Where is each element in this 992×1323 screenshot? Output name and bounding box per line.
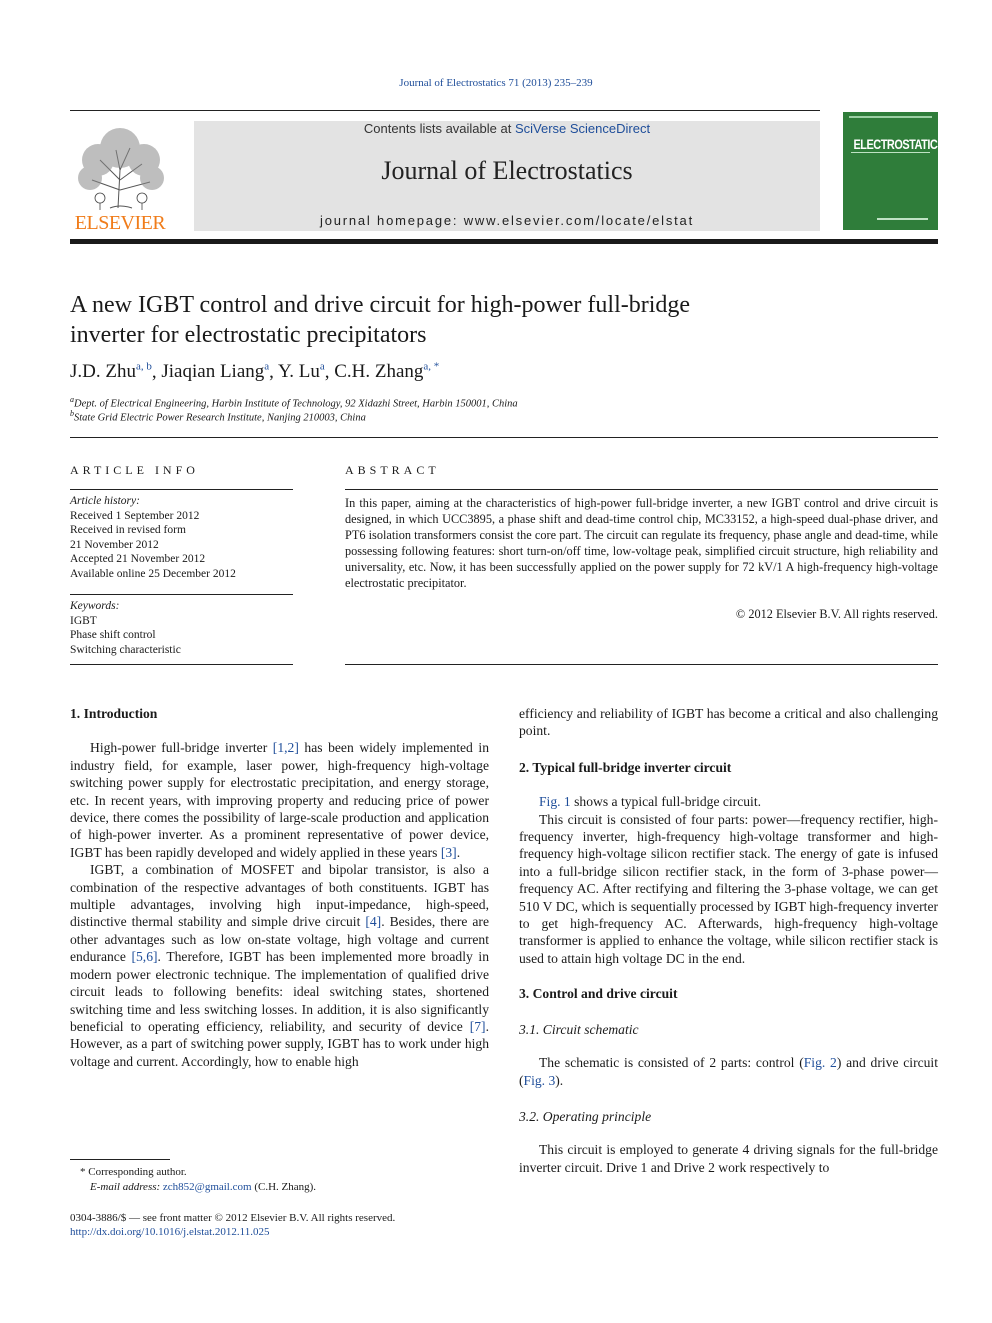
reference-link[interactable]: [7] [469,1018,486,1034]
keyword: IGBT [70,614,97,627]
contents-line: Contents lists available at SciVerse ScienceDirect [363,121,651,136]
keyword: Switching characteristic [70,643,181,656]
sciencedirect-link[interactable]: SciVerse ScienceDirect [514,121,651,136]
author[interactable]: Y. Lu$^a$ [277,361,325,383]
paragraph: This circuit is employed to generate 4 driving signals for the full-bridge inverter circuit. Drive 1 and Drive 2 work respectively to [519,1142,938,1175]
affiliation: $^a$Dept. of Electrical Engineering, Harbin Institute of Technology, 92 Xidazhi Street, Harbin 150001, China [70,395,518,410]
article-info-heading: ARTICLE INFO [70,463,199,477]
journal-cover-image[interactable] [843,112,945,230]
footnote-corresponding: * Corresponding author. E-mail address: zch852@gmail.com (C.H. Zhang). [80,1166,317,1193]
reference-link[interactable]: [5,6] [131,949,158,965]
keyword: Phase shift control [70,629,156,641]
affiliation: $^b$State Grid Electric Power Research Institute, Nanjing 210003, China [70,409,366,424]
abstract-heading: ABSTRACT [345,463,440,477]
paragraph: IGBT, a combination of MOSFET and bipolar transistor, is also a combination of the respective advantages of both constituents. IGBT has multiple advantages, involving high input-impedance, high-speed, distinctive thermal stability and simple drive circuit [4]. Besides, there are other advantages such as low on-state voltage, high voltage and current endurance [5,6]. Therefore, IGBT has been implemented more broadly in modern power electronic technique. The implementation of qualified drive circuit leads to following benefits: ideal switching states, shortened switching time and less switching losses. In addition, it is also significantly beneficial to operating efficiency, reliability, and security of device [7]. However, as a part of switching power supply, IGBT has to work under high voltage and current. Accordingly, how to enable high [70,862,489,1069]
keywords: Keywords: IGBT Phase shift control Switching characteristic [70,599,293,657]
divider [345,664,938,665]
cover-title: ELECTROSTATICS [853,136,945,152]
reference-link[interactable]: [3] [440,844,457,860]
author-list: J.D. Zhu$^{a, b}$, Jiaqian Liang$^a$, Y. Lu$^a$, C.H. Zhang$^{a, *}$ [70,361,440,383]
section-heading: 2. Typical full-bridge inverter circuit [519,759,732,775]
divider [70,437,938,438]
header-thick-rule [70,239,938,244]
elsevier-wordmark: ELSEVIER [74,212,166,234]
section-heading: 1. Introduction [70,706,158,721]
header-rule [70,110,820,111]
figure-link[interactable]: Fig. 1 [539,794,571,810]
divider [70,594,293,595]
author[interactable]: C.H. Zhang$^{a, *}$ [334,361,440,383]
paragraph: This circuit is consisted of four parts: power—frequency rectifier, high-frequency inverter, high-frequency high-voltage transformer and high-frequency high-voltage silicon rectifier stack. The energy of gate is infused into a full-bridge silicon rectifier stack, in the form of 3-phase power—frequency AC. After rectifying and filtering the 3-phase voltage, we can get 510 V DC, which is sequentially processed by IGBT high-frequency inverter to get high-frequency AC. Afterwards, high-frequency high-voltage transformer is applied to enhance the voltage, while silicon rectifier stack is used to attain high voltage DC in the end. [519,811,938,966]
paragraph: Fig. 1 shows a typical full-bridge circuit. [539,794,761,810]
divider [70,489,293,490]
reference-link[interactable]: [1,2] [272,740,299,756]
paragraph: High-power full-bridge inverter [1,2] has been widely implemented in industry field, for example, laser power, high-frequency high-voltage switching power supply for electrostatic precipitation, and energy storage, etc. In recent years, with improving property and reducing price of power device, there comes the possibility of large-scale production and application of high-power inverter. As a prominent representative of power device, IGBT has been rapidly developed and widely applied in these years [3]. [70,740,489,860]
email-link[interactable]: zch852@gmail.com [162,1181,252,1193]
doi-link[interactable]: http://dx.doi.org/10.1016/j.elstat.2012.11.025 [70,1226,270,1238]
left-column [70,705,489,1070]
divider [345,489,938,490]
footnote-rule [70,1159,170,1160]
author[interactable]: Jiaqian Liang$^a$ [161,361,270,383]
copyright: © 2012 Elsevier B.V. All rights reserved. [735,607,938,621]
article-title: A new IGBT control and drive circuit for high-power full-bridge inverter for electrostatic precipitators [70,292,691,348]
divider [70,664,293,665]
issn-line: 0304-3886/$ — see front matter © 2012 Elsevier B.V. All rights reserved. [70,1212,396,1224]
journal-citation[interactable]: Journal of Electrostatics 71 (2013) 235–239 [399,77,593,89]
journal-title: Journal of Electrostatics [381,156,633,185]
right-column [519,705,938,1176]
reference-link[interactable]: [4] [365,914,382,930]
figure-link[interactable]: Fig. 3 [523,1072,556,1088]
subsection-heading: 3.1. Circuit schematic [519,1021,639,1037]
author[interactable]: J.D. Zhu$^{a, b}$ [70,361,152,383]
article-history: Article history: Received 1 September 2012 Received in revised form 21 November 2012 Accepted 21 November 2012 Available online 25 December 2012 [70,495,236,580]
journal-homepage[interactable]: journal homepage: www.elsevier.com/locate/elstat [320,213,694,228]
abstract-text: In this paper, aiming at the characteristics of high-power full-bridge inverter, a new IGBT control and drive circuit is designed, in which UCC3895, a phase shift and dead-time control chip, MC33152, a high-speed dual-phase driver, and PT6 isolation transformers consist the core part. The circuit can regulate its frequency, phase angle and dead-time, while possessing following features: short turn-on/off time, low-voltage peak, simplified circuit structure, high reliability and universality, etc. Now, it has been successfully applied on the power supply for 72 kV/1 A high-frequency high-voltage electrostatic precipitator. [345,496,938,590]
paragraph: The schematic is consisted of 2 parts: control (Fig. 2) and drive circuit (Fig. 3). [519,1055,938,1088]
subsection-heading: 3.2. Operating principle [519,1108,652,1124]
figure-link[interactable]: Fig. 2 [803,1055,837,1071]
section-heading: 3. Control and drive circuit [519,986,678,1002]
paragraph: efficiency and reliability of IGBT has become a critical and also challenging point. [519,706,938,739]
